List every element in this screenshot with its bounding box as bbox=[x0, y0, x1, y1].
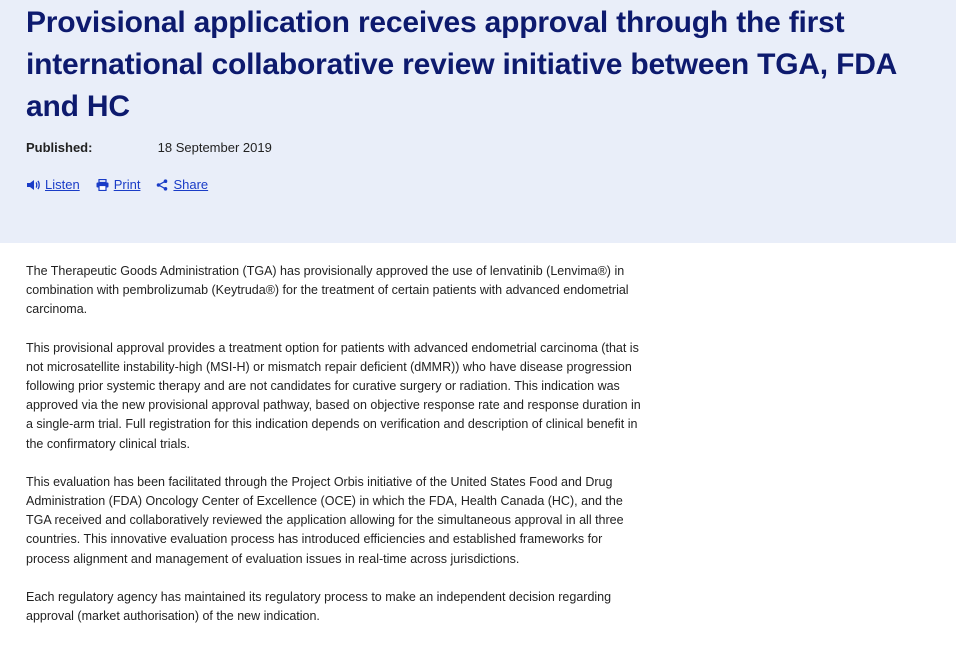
article-body bbox=[26, 262, 646, 645]
article-header bbox=[0, 0, 956, 243]
body-paragraph: The Therapeutic Goods Administration (TGA) has provisionally approved the use of lenvatinib (Lenvima®) in combination with pembrolizumab (Keytruda®) for the treatment of certain patients with advanced endometrial carcinoma. bbox=[26, 264, 629, 317]
printer-icon bbox=[96, 179, 109, 191]
share-icon bbox=[156, 179, 168, 191]
page-title: Provisional application receives approval through the first international collaborative review initiative between TGA, FDA and HC bbox=[26, 6, 897, 123]
print-button[interactable] bbox=[96, 177, 141, 192]
published-label: Published: bbox=[26, 140, 93, 155]
published-date: 18 September 2019 bbox=[157, 140, 272, 155]
published-info bbox=[26, 140, 272, 155]
article-actions bbox=[26, 177, 224, 192]
share-button[interactable] bbox=[156, 177, 208, 192]
listen-label: Listen bbox=[45, 177, 80, 192]
speaker-icon bbox=[26, 179, 40, 191]
body-paragraph: This evaluation has been facilitated through the Project Orbis initiative of the United States Food and Drug Administration (FDA) Oncology Center of Excellence (OCE) in which the FDA, Health Canada (HC), and the TGA received and collaboratively reviewed the application allowing for the simultaneous approval in all three countries. This innovative evaluation process has introduced efficiencies and established frameworks for process alignment and management of evaluation issues in real-time across jurisdictions. bbox=[26, 474, 624, 566]
listen-button[interactable] bbox=[26, 177, 80, 192]
share-label: Share bbox=[173, 177, 209, 192]
body-paragraph: This provisional approval provides a treatment option for patients with advanced endometrial carcinoma (that is not microsatellite instability-high (MSI-H) or mismatch repair deficient (dMMR)) who have disease progression following prior systemic therapy and are not candidates for curative surgery or radiation. This indication was approved via the new provisional approval pathway, based on objective response rate and response duration in a single-arm trial. Full registration for this indication depends on verification and description of clinical benefit in the confirmatory clinical trials. bbox=[26, 340, 641, 451]
print-label: Print bbox=[113, 177, 141, 192]
body-paragraph: Each regulatory agency has maintained its regulatory process to make an independent decision regarding approval (market authorisation) of the new indication. bbox=[26, 589, 612, 624]
